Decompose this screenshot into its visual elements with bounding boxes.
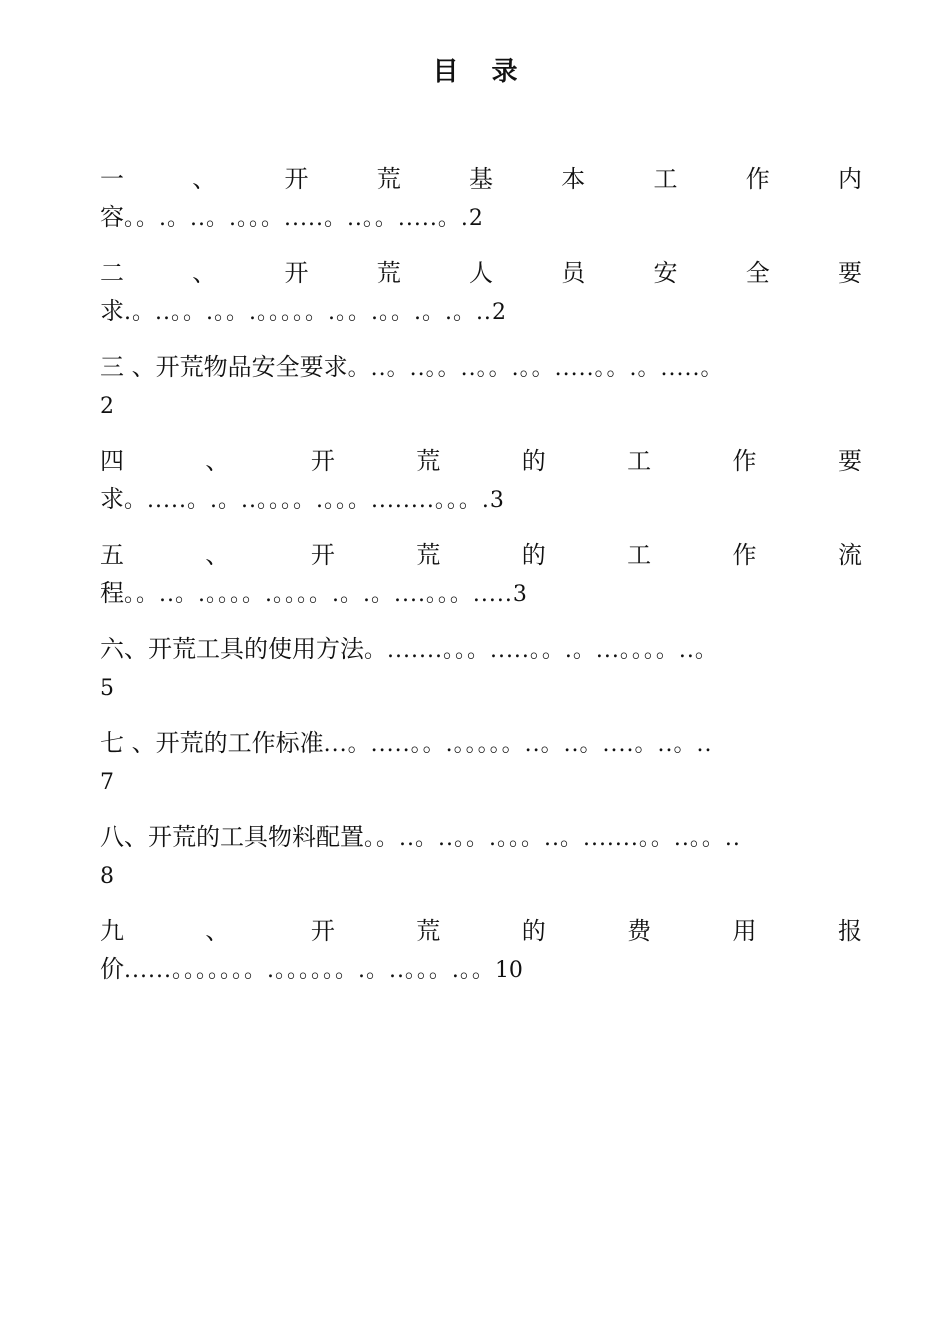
toc-page-number: 3 [512,582,527,607]
toc-char: 、 [192,165,217,193]
toc-page-number: 8 [100,864,114,889]
toc-entry[interactable] [100,442,862,518]
toc-entry[interactable] [100,254,862,330]
toc-entry-title: 六、开荒工具的使用方法 [100,635,364,663]
toc-char: 流 [837,541,862,569]
toc-char: 二 [100,259,124,287]
toc-char: 工 [627,447,652,475]
table-of-contents [100,160,862,1006]
toc-leader-dots: 。。.。..。.。。。.....。..。。.....。. [124,206,469,231]
toc-leader-dots: ......。。。。。。。.。。。。。。.。..。。。.。。 [124,958,495,983]
toc-entry[interactable] [100,536,862,612]
toc-entry[interactable] [100,818,862,894]
toc-page-number: 2 [491,300,506,325]
toc-char: 开 [310,541,335,569]
toc-entry[interactable] [100,348,862,424]
toc-char: 的 [521,917,546,945]
toc-char: 报 [837,917,862,945]
toc-entry[interactable] [100,630,862,706]
toc-char: 人 [469,259,493,287]
toc-char: 开 [284,165,309,193]
toc-char: 费 [627,917,652,945]
toc-entry-title-end: 容 [100,203,124,231]
toc-page-number: 10 [494,958,523,983]
toc-entry-leader-line [100,950,862,988]
toc-char: 一 [100,165,124,193]
toc-char: 开 [310,447,335,475]
toc-char: 荒 [376,259,401,287]
toc-entry-page-line [100,386,862,424]
toc-char: 的 [521,447,546,475]
toc-char: 、 [205,447,230,475]
toc-char: 荒 [416,541,441,569]
toc-char: 荒 [376,165,401,193]
toc-entry[interactable] [100,160,862,236]
page-title: 目 录 [432,57,530,87]
toc-leader-dots: 。。..。.。。。。.。。。。.。.。....。。。..... [124,582,513,607]
toc-page-number: 3 [489,488,504,513]
toc-char: 用 [732,917,757,945]
toc-entry-title-line [100,818,862,856]
toc-entry-title-end: 程 [100,579,124,607]
toc-entry-title: 三 、开荒物品安全要求 [100,353,348,381]
toc-char: 、 [205,917,230,945]
toc-page-number: 2 [100,394,114,419]
toc-entry-title: 八、开荒的工具物料配置 [100,823,364,851]
toc-char: 作 [745,165,770,193]
toc-leader-dots: 。..。..。。..。。.。。.....。。.。.....。 [347,356,724,381]
toc-entry-title-end: 求 [100,485,124,513]
toc-entry-leader-line [100,480,862,518]
toc-char: 工 [627,541,652,569]
toc-char: 安 [653,259,678,287]
toc-char: 工 [653,165,678,193]
toc-entry-title-line [100,630,862,668]
toc-char: 、 [205,541,230,569]
toc-entry-title-line [100,912,862,950]
toc-char: 要 [838,259,862,287]
toc-entry-title: 七 、开荒的工作标准 [100,729,324,757]
toc-char: 内 [838,165,862,193]
toc-page-number: 5 [100,676,114,701]
toc-entry-title-end: 求 [100,297,124,325]
toc-entry-title-line [100,254,862,292]
toc-leader-dots: 。。..。..。。.。。。..。.......。。..。。.. [364,826,741,851]
toc-char: 荒 [416,447,441,475]
toc-page-number: 7 [100,770,114,795]
toc-entry[interactable] [100,912,862,988]
toc-entry-title-end: 价 [100,955,124,983]
toc-char: 四 [100,447,124,475]
toc-char: 的 [521,541,546,569]
toc-char: 荒 [416,917,441,945]
toc-char: 员 [561,259,586,287]
toc-entry[interactable] [100,724,862,800]
toc-entry-page-line [100,856,862,894]
toc-entry-title-line [100,160,862,198]
toc-entry-title-line [100,348,862,386]
toc-entry-title-line [100,536,862,574]
toc-page-number: 2 [468,206,483,231]
toc-leader-dots: ...。.....。。.。。。。。..。..。....。..。.. [323,732,713,757]
toc-leader-dots: 。.....。.。..。。。。.。。。........。。。. [124,488,490,513]
toc-char: 开 [284,259,309,287]
toc-char: 基 [469,165,493,193]
toc-leader-dots: 。.......。。。.....。。.。...。。。。..。 [364,638,718,663]
toc-entry-leader-line [100,198,862,236]
toc-char: 全 [745,259,770,287]
toc-char: 开 [310,917,335,945]
toc-entry-title-line [100,724,862,762]
toc-char: 要 [837,447,862,475]
toc-entry-page-line [100,668,862,706]
toc-entry-title-line [100,442,862,480]
toc-entry-leader-line [100,574,862,612]
toc-entry-page-line [100,762,862,800]
toc-char: 九 [100,917,124,945]
toc-char: 五 [100,541,124,569]
toc-char: 本 [561,165,586,193]
toc-leader-dots: .。..。。.。。.。。。。。.。。.。。.。.。.. [124,300,492,325]
toc-entry-leader-line [100,292,862,330]
toc-char: 、 [192,259,217,287]
toc-char: 作 [732,447,757,475]
toc-char: 作 [732,541,757,569]
